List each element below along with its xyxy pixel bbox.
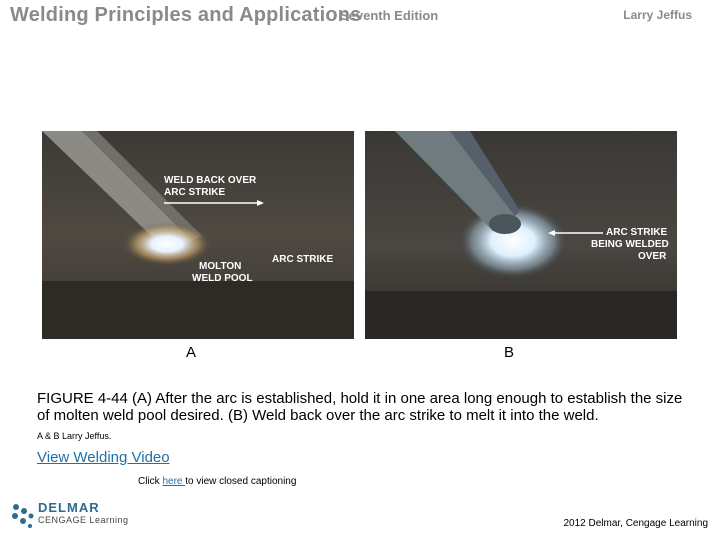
photo-a [42,131,354,339]
publisher-logo [10,500,140,532]
photo-a-label: A [186,344,197,361]
book-title: Welding Principles and Applications [10,4,362,26]
closed-caption-link[interactable]: here [162,476,186,487]
closed-caption-line [138,476,296,487]
annotation-weld-back-line1: WELD BACK OVER [164,175,257,186]
annotation-molten-line2: WELD POOL [192,273,253,284]
publisher-mark-icon [10,502,36,530]
view-video-link[interactable]: View Welding Video [37,449,170,466]
photo-b [365,131,677,339]
annotation-molten-line1: MOLTON [199,261,242,272]
logo-cengage-text: CENGAGE Learning [38,515,129,525]
cc-suffix: to view closed captioning [185,476,297,487]
figure-caption: FIGURE 4-44 (A) After the arc is established, hold it in one area long enough to establish the size of molten weld pool desired. (B) Weld back over the arc strike to melt it into the weld. [37,390,683,424]
annotation-b-line1: ARC STRIKE [606,227,668,238]
annotation-b-line3: OVER [638,251,667,262]
copyright: 2012 Delmar, Cengage Learning [563,518,708,529]
author-name: Larry Jeffus [623,8,692,22]
cc-prefix: Click [138,476,163,487]
annotation-weld-back-line2: ARC STRIKE [164,187,226,198]
annotation-arc-strike: ARC STRIKE [272,254,334,265]
edition-label: Seventh Edition [340,8,439,23]
photo-credit: A & B Larry Jeffus. [37,431,112,441]
logo-delmar-text: DELMAR [38,500,100,515]
photo-b-label: B [504,344,515,361]
slide-header [0,0,720,36]
photo-a-image [42,131,354,339]
annotation-b-line2: BEING WELDED [591,239,669,250]
